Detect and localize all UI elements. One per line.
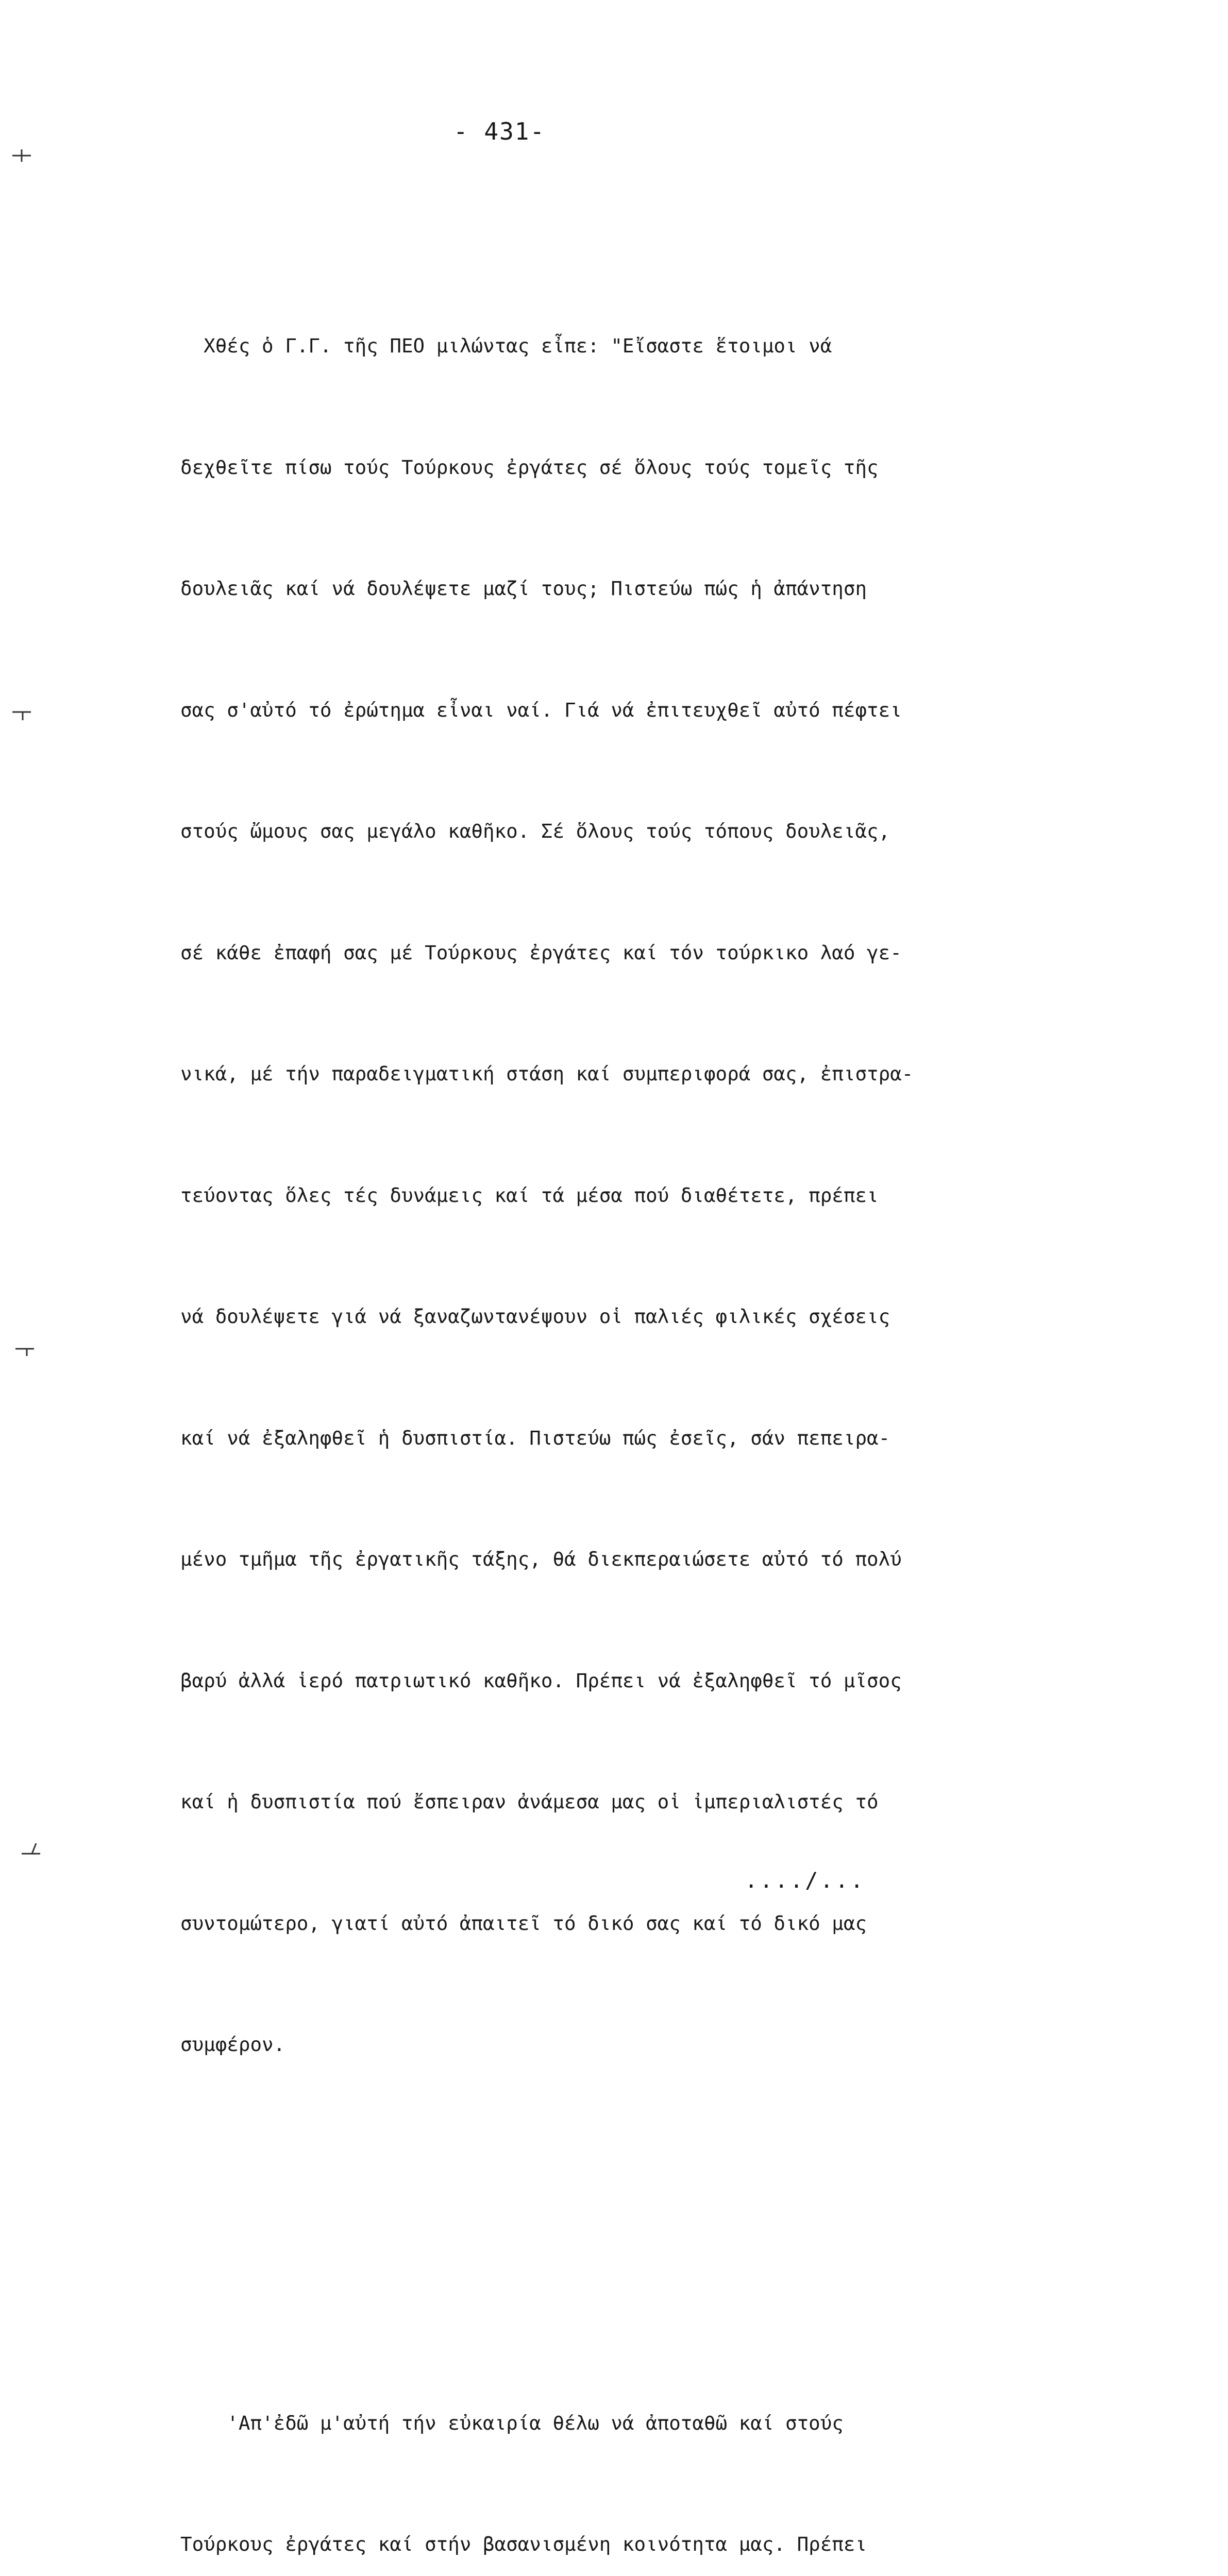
paragraph-1 [180,245,1067,2146]
margin-mark-icon [11,702,32,722]
page-number: - 431- [453,117,545,145]
margin-mark-icon [11,145,32,166]
text-line: νά δουλέψετε γιά νά ξαναζωντανέψουν οἱ παλιές φιλικές σχέσεις [180,1296,1067,1337]
text-line: 'Απ'ἐδῶ μ'αὐτή τήν εὐκαιρία θέλω νά ἀποταθῶ καί στούς [180,2403,1067,2444]
text-line: Χθές ὁ Γ.Γ. τῆς ΠΕΟ μιλώντας εἶπε: "Εἴσαστε ἕτοιμοι νά [180,326,1067,366]
text-line: νικά, μέ τήν παραδειγματική στάση καί συμπεριφορά σας, ἐπιστρα- [180,1054,1067,1094]
text-line: τεύοντας ὅλες τές δυνάμεις καί τά μέσα πού διαθέτετε, πρέπει [180,1175,1067,1216]
text-line: σας σ'αὐτό τό ἐρώτημα εἶναι ναί. Γιά νά ἐπιτευχθεῖ αὐτό πέφτει [180,690,1067,731]
text-line: καί ἡ δυσπιστία πού ἔσπειραν ἀνάμεσα μας οἱ ἰμπεριαλιστές τό [180,1782,1067,1822]
text-line: καί νά ἐξαληφθεῖ ἡ δυσπιστία. Πιστεύω πώς ἐσεῖς, σάν πεπειρα- [180,1418,1067,1459]
margin-mark-icon [21,1839,41,1860]
text-line: δουλειᾶς καί νά δουλέψετε μαζί τους; Πιστεύω πώς ἡ ἀπάντηση [180,568,1067,609]
text-line: μένο τμῆμα τῆς ἐργατικῆς τάξης, θά διεκπεραιώσετε αὐτό τό πολύ [180,1539,1067,1580]
text-line: συμφέρον. [180,2024,1067,2065]
continuation-mark: ..../... [745,1868,865,1893]
text-line: βαρύ ἀλλά ἱερό πατριωτικό καθῆκο. Πρέπει νά ἐξαληφθεῖ τό μῖσος [180,1660,1067,1701]
margin-mark-icon [14,1338,35,1359]
paragraph-2 [180,2322,1067,2576]
text-line: δεχθεῖτε πίσω τούς Τούρκους ἐργάτες σέ ὅλους τούς τομεῖς τῆς [180,447,1067,488]
paragraph-gap [180,2227,1067,2241]
text-line: Τούρκους ἐργάτες καί στήν βασανισμένη κοινότητα μας. Πρέπει [180,2524,1067,2565]
body-text [180,164,1067,2576]
text-line: σέ κάθε ἐπαφή σας μέ Τούρκους ἐργάτες καί τόν τούρκικο λαό γε- [180,933,1067,973]
text-line: στούς ὤμους σας μεγάλο καθῆκο. Σέ ὅλους τούς τόπους δουλειᾶς, [180,811,1067,852]
text-line: συντομώτερο, γιατί αὐτό ἀπαιτεῖ τό δικό σας καί τό δικό μας [180,1903,1067,1944]
